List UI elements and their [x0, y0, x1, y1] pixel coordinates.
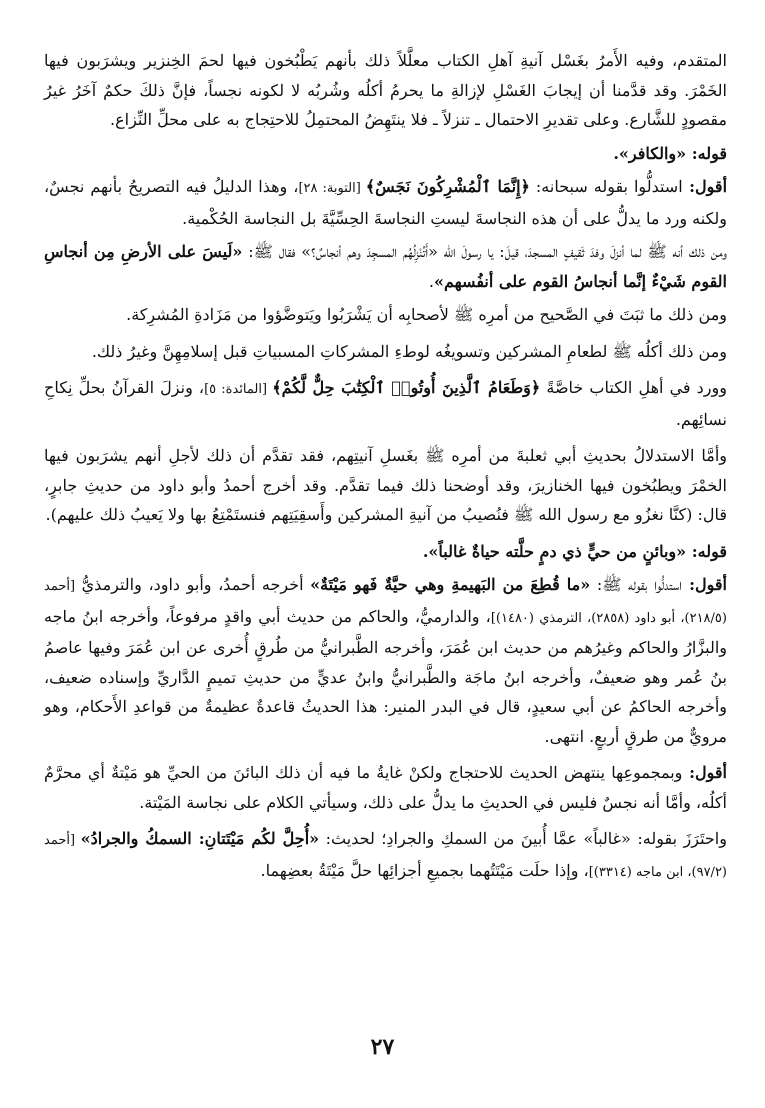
emphasis-text: أقول: [682, 575, 728, 594]
body-text: . [428, 271, 435, 291]
body-text: ومن ذلك أنه ﷺ لما أنزلَ وفدَ ثَقيفٍ المسجدَ، قيلَ: يا رسولَ الله «أَتُنْزِلُهُم المسجِدَ وهم أنجاسٌ؟» فقال ﷺ: [242, 242, 727, 261]
body-text: ومن ذلك أكلُه ﷺ لطعامِ المشركين وتسويغُه لوطءِ المشركاتِ المسبياتِ قبل إسلامِهِنَّ وغيرُ ذلك. [91, 341, 727, 361]
paragraph [44, 373, 727, 434]
paragraph [44, 300, 727, 330]
emphasis-text: «لَيسَ على الأرضِ مِن أنجاسِ القوم شَيْءٌ إنَّما أنجاسُ القوم على أنفُسهم» [44, 242, 727, 291]
body-text: واحتَرَزَ بقوله: «غالباً» عمَّا أُبينَ من السمكِ والجرادِ؛ لحديث: [319, 829, 727, 848]
emphasis-text: «أُحِلَّ لكُم مَيْتَتانِ: السمكُ والجرادُ» [80, 829, 320, 848]
citation: [المائدة: ٥] [204, 382, 273, 397]
citation: [أحمد (٢١٨/٥)، أبو داود (٢٨٥٨)، الترمذي (١٤٨٠)] [44, 579, 727, 626]
emphasis-text: أقول: [682, 763, 728, 782]
body-text: ، وهذا الدليلُ فيه التصريحُ بأنهم نجسٌ، ولكنه ورد ما يدلُّ على أن هذه النجاسةَ ليستِ النجاسةَ الحِسِّيَّةَ بل النجاسة الحُكْمية. [44, 177, 727, 228]
paragraph [44, 570, 727, 751]
emphasis-text: ﴿إِنَّمَا ٱلْمُشْرِكُونَ نَجَسٌ﴾ [365, 177, 530, 196]
body-text: وورد في أهلِ الكتاب خاصَّةً [540, 378, 727, 397]
body-text: استدلُّوا بقوله سبحانه: [529, 177, 683, 196]
body-text: وبمجموعِها ينتهض الحديث للاحتجاج ولكنْ غايةُ ما فيه أن ذلك البائنَ من الحيِّ هو مَيْتةٌ أي محرَّمٌ أكلُه، وأمَّا أنه نجسٌ فليس في الحديثِ ما يدلُّ على ذلك، وسيأتي الكلام على نجاسة المَيْتة. [44, 763, 727, 812]
citation: [أحمد (٩٧/٢)، ابن ماجه (٣٣١٤)] [44, 833, 727, 880]
body-text: وأمَّا الاستدلالُ بحديثِ أبي ثعلبةَ من أمرِه ﷺ بغَسلِ آنيتِهم، فقد تقدَّم أن ذلك لأجلِ أنهم يشرَبون فيها الخمْرَ ويطبُخون فيها الخنازيرَ، وقد أوضحنا ذلك فيما تقدَّم. وقد أخرج أحمدُ وأبو داود من حديثِ جابرٍ، قال: (كنَّا نغزُو مع رسول الله ﷺ فنُصيبُ من آنيةِ المشركين وأَسقِيَتِهم فنستَمْتِعُ بها ولا يَعيبُ ذلك عليهم). [44, 446, 727, 524]
page-number: ٢٧ [370, 1034, 395, 1060]
body-text: استدلُّوا بقوله ﷺ: [590, 575, 683, 594]
emphasis-text: ﴿وَطَعَامُ ٱلَّذِينَ أُوتُوا۟ ٱلْكِتَٰبَ حِلٌّ لَّكُمْ﴾ [272, 378, 541, 397]
paragraph [44, 237, 727, 296]
body-text: ، والدارميُّ، والحاكم من حديث أبي واقدٍ مرفوعاً، وأخرجه ابنُ ماجه والبزَّارُ والحاكم وغيرُهم من حديث ابن عُمَرَ، وأخرجه الطَّبرانيُّ من طُرقٍ أُخرى عن ابن عُمَرَ وفيها عاصمُ بنُ عُمر وهو ضعيفٌ، وأخرجه ابنُ ماجَة والطَّبرانيُّ وابنُ عديٍّ من حديثِ تميمٍ الدَّاريِّ وإسناده ضعيف، وأخرجه الحاكمُ عن أبي سعيدٍ، قال في البدر المنير: هذا الحديثُ قاعدةٌ عظيمةٌ من قواعدِ الأَحكام، وهو مرويٌّ من طرقٍ أربعٍ. انتهى. [44, 606, 728, 746]
paragraph [44, 758, 727, 817]
paragraph [44, 139, 727, 169]
emphasis-text: أقول: [682, 177, 728, 196]
emphasis-text: قوله: «والكافر». [613, 143, 727, 163]
body-text: ، وإذا حلَت مَيْتَتُهما بجميعِ أجزائِها حلَّ مَيْتَةُ بعضِهما. [260, 860, 589, 880]
paragraph [44, 172, 727, 233]
page-body [44, 46, 727, 887]
emphasis-text: قوله: «وبائنٍ من حيٍّ ذي دمٍ حلَّته حياةٌ غالباً». [422, 541, 727, 561]
citation: [التوبة: ٢٨] [298, 181, 366, 196]
body-text: ، ونزلَ القرآنُ بحلِّ نِكاحِ نسائِهم. [44, 378, 727, 429]
body-text: المتقدم، وفيه الأَمرُ بغَسْل آنيةِ آهلِ الكتاب معلَّلاً ذلك بأنهم يَطْبُخون فيها لحمَ الخِنزير ويشرَبون فيها الخَمْرَ. وقد قدَّمنا أن إيجابَ الغَسْلِ لإزالةِ ما يحرمُ أكلُه وشُربُه لا لكونه نجساً، فإنَّ ذلكَ حكمٌ آخَرُ غيرُ مقصودٍ للشَّارع. وعلى تقديرِ الاحتمال ـ تنزلاً ـ فلا ينتَهِضُ المحتمِلُ للاحتِجاج به على محلِّ النِّزاع. [44, 51, 727, 129]
paragraph [44, 537, 727, 567]
paragraph [44, 46, 727, 135]
body-text: ومن ذلك ما ثبَتَ في الصَّحيح من أمرِه ﷺ لأصحابِه أن يَشْرَبُوا ويَتوضَّؤوا من مَزَادةِ المُشرِكة. [126, 305, 727, 324]
paragraph [44, 337, 727, 367]
emphasis-text: «ما قُطِعَ من البَهيمةِ وهي حيَّةٌ فَهو مَيْتَةٌ» [310, 575, 591, 594]
body-text: أخرجه أحمدُ، وأبو داود، والترمذيُّ [75, 575, 311, 594]
paragraph [44, 441, 727, 530]
paragraph [44, 824, 727, 887]
